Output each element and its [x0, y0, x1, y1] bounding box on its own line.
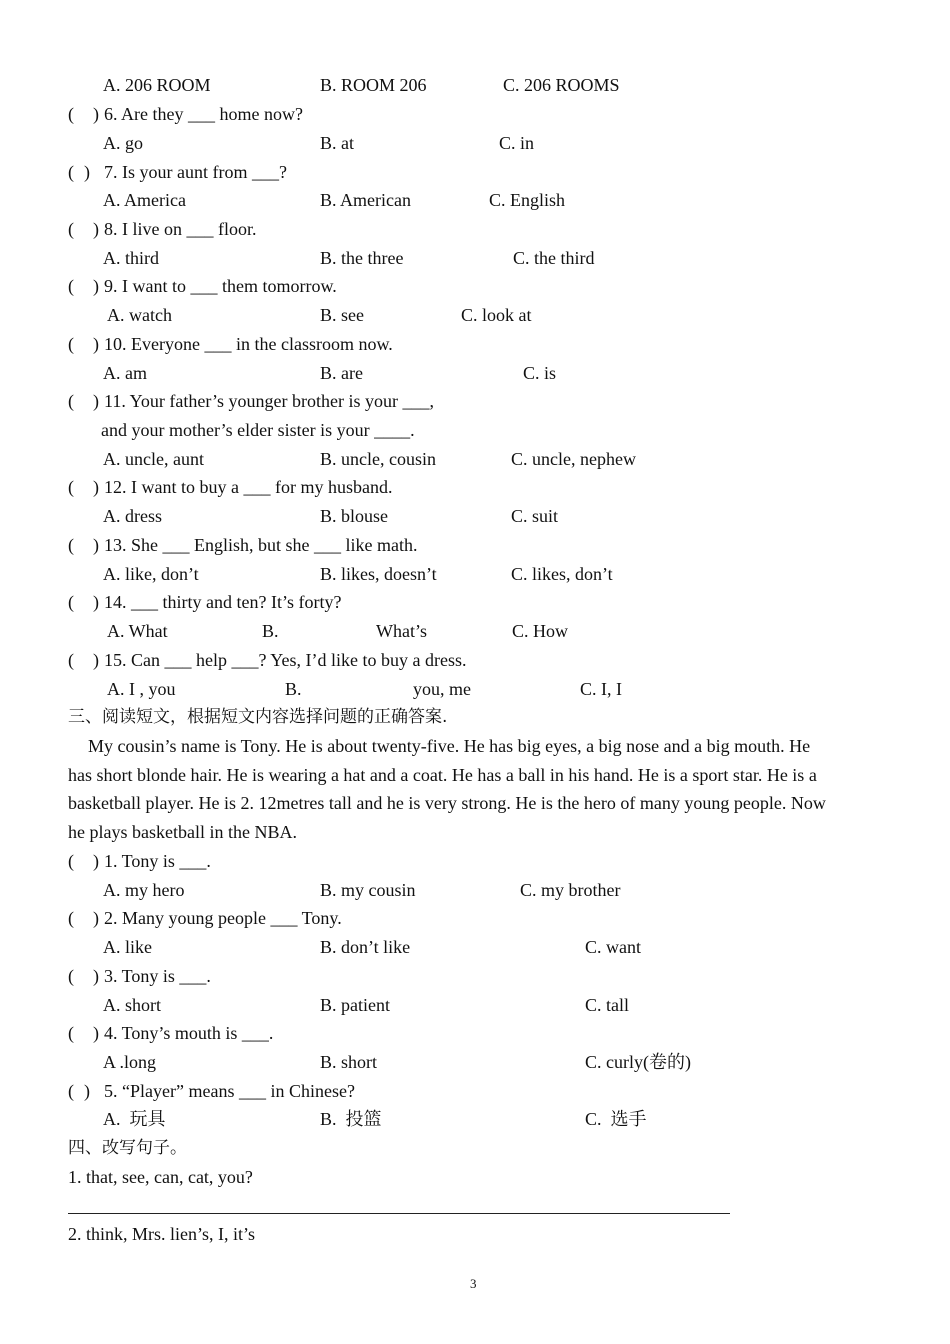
option-a: A. like, don’t [103, 564, 199, 584]
option-b: B. uncle, cousin [320, 449, 436, 469]
question-text-continued: and your mother’s elder sister is your ____. [101, 420, 415, 440]
option-c: C. is [523, 363, 557, 383]
paren-close: ) [93, 535, 99, 555]
option-c: C. the third [513, 248, 595, 268]
paren-open: ( [68, 1081, 74, 1101]
option-a: A. watch [107, 305, 172, 325]
option-a: A. short [103, 995, 161, 1015]
option-c: C. want [585, 937, 641, 957]
option-c: C. in [499, 133, 535, 153]
paren-close: ) [93, 966, 99, 986]
question-text: 1. Tony is ___. [104, 851, 211, 871]
passage-line: has short blonde hair. He is wearing a hat and a coat. He has a ball in his hand. He is a sport star. He is a [68, 765, 817, 785]
option-b: B. see [320, 305, 364, 325]
option-c: C. uncle, nephew [511, 449, 636, 469]
paren-open: ( [68, 391, 74, 411]
question-text: 6. Are they ___ home now? [104, 104, 303, 124]
option-c: C. 206 ROOMS [503, 75, 620, 95]
option-a: A. uncle, aunt [103, 449, 204, 469]
question-text: 15. Can ___ help ___? Yes, I’d like to buy a dress. [104, 650, 467, 670]
option-b: B. are [320, 363, 363, 383]
answer-line [68, 1213, 730, 1214]
option-a: A. I , you [107, 679, 176, 699]
paren-close: ) [93, 391, 99, 411]
paren-open: ( [68, 334, 74, 354]
paren-close: ) [93, 1023, 99, 1043]
option-a: A. am [103, 363, 147, 383]
paren-open: ( [68, 477, 74, 497]
option-a: A. go [103, 133, 143, 153]
option-a: A. America [103, 190, 186, 210]
option-b: B. [285, 679, 302, 699]
option-c: C. suit [511, 506, 559, 526]
paren-close: ) [84, 1081, 90, 1101]
option-a: A. What [107, 621, 168, 641]
option-c: C. likes, don’t [511, 564, 613, 584]
question-text: 3. Tony is ___. [104, 966, 211, 986]
paren-close: ) [93, 650, 99, 670]
question-text: 4. Tony’s mouth is ___. [104, 1023, 274, 1043]
paren-close: ) [84, 162, 90, 182]
paren-close: ) [93, 592, 99, 612]
paren-close: ) [93, 104, 99, 124]
option-a: A. 206 ROOM [103, 75, 211, 95]
question-text: 5. “Player” means ___ in Chinese? [104, 1081, 355, 1101]
option-c: C. my brother [520, 880, 621, 900]
option-c: C. look at [461, 305, 532, 325]
option-b: B. don’t like [320, 937, 411, 957]
rewrite-item: 1. that, see, can, cat, you? [68, 1167, 253, 1187]
passage-line: he plays basketball in the NBA. [68, 822, 297, 842]
option-c: C. 选手 [585, 1109, 647, 1129]
option-c: C. curly(卷的) [585, 1052, 691, 1072]
paren-open: ( [68, 650, 74, 670]
option-c: C. tall [585, 995, 629, 1015]
option-a: A .long [103, 1052, 157, 1072]
page-number: 3 [470, 1276, 477, 1291]
option-b: B. 投篮 [320, 1109, 382, 1129]
passage-line: My cousin’s name is Tony. He is about twenty-five. He has big eyes, a big nose and a big mouth. He [88, 736, 811, 756]
question-text: 9. I want to ___ them tomorrow. [104, 276, 337, 296]
paren-open: ( [68, 162, 74, 182]
paren-close: ) [93, 276, 99, 296]
paren-open: ( [68, 276, 74, 296]
paren-open: ( [68, 851, 74, 871]
question-text: 2. Many young people ___ Tony. [104, 908, 342, 928]
option-b: B. my cousin [320, 880, 416, 900]
option-c: C. I, I [580, 679, 622, 699]
option-b-text: you, me [413, 679, 471, 699]
option-a: A. third [103, 248, 159, 268]
option-a: A. my hero [103, 880, 185, 900]
option-c: C. How [512, 621, 569, 641]
option-c: C. English [489, 190, 566, 210]
option-b: B. likes, doesn’t [320, 564, 437, 584]
option-b-text: What’s [376, 621, 427, 641]
paren-open: ( [68, 592, 74, 612]
section-heading: 三、阅读短文，根据短文内容选择问题的正确答案. [68, 707, 448, 727]
paren-open: ( [68, 104, 74, 124]
option-b: B. ROOM 206 [320, 75, 427, 95]
paren-open: ( [68, 535, 74, 555]
option-a: A. dress [103, 506, 162, 526]
paren-close: ) [93, 851, 99, 871]
section-heading: 四、改写句子。 [68, 1138, 187, 1158]
passage-line: basketball player. He is 2. 12metres tall and he is very strong. He is the hero of many young people. Now [68, 793, 826, 813]
option-b: B. short [320, 1052, 378, 1072]
rewrite-item: 2. think, Mrs. lien’s, I, it’s [68, 1224, 256, 1244]
question-text: 7. Is your aunt from ___? [104, 162, 287, 182]
option-b: B. at [320, 133, 354, 153]
option-b: B. blouse [320, 506, 389, 526]
question-text: 8. I live on ___ floor. [104, 219, 257, 239]
question-text: 14. ___ thirty and ten? It’s forty? [104, 592, 342, 612]
option-b: B. American [320, 190, 411, 210]
paren-close: ) [93, 908, 99, 928]
question-text: 11. Your father’s younger brother is your ___, [104, 391, 434, 411]
question-text: 12. I want to buy a ___ for my husband. [104, 477, 393, 497]
option-b: B. the three [320, 248, 404, 268]
option-b: B. patient [320, 995, 390, 1015]
paren-open: ( [68, 908, 74, 928]
option-b: B. [262, 621, 279, 641]
paren-close: ) [93, 477, 99, 497]
paren-close: ) [93, 334, 99, 354]
question-text: 10. Everyone ___ in the classroom now. [104, 334, 393, 354]
option-a: A. like [103, 937, 152, 957]
question-text: 13. She ___ English, but she ___ like math. [104, 535, 418, 555]
option-a: A. 玩具 [103, 1109, 166, 1129]
paren-open: ( [68, 1023, 74, 1043]
paren-open: ( [68, 219, 74, 239]
paren-close: ) [93, 219, 99, 239]
paren-open: ( [68, 966, 74, 986]
